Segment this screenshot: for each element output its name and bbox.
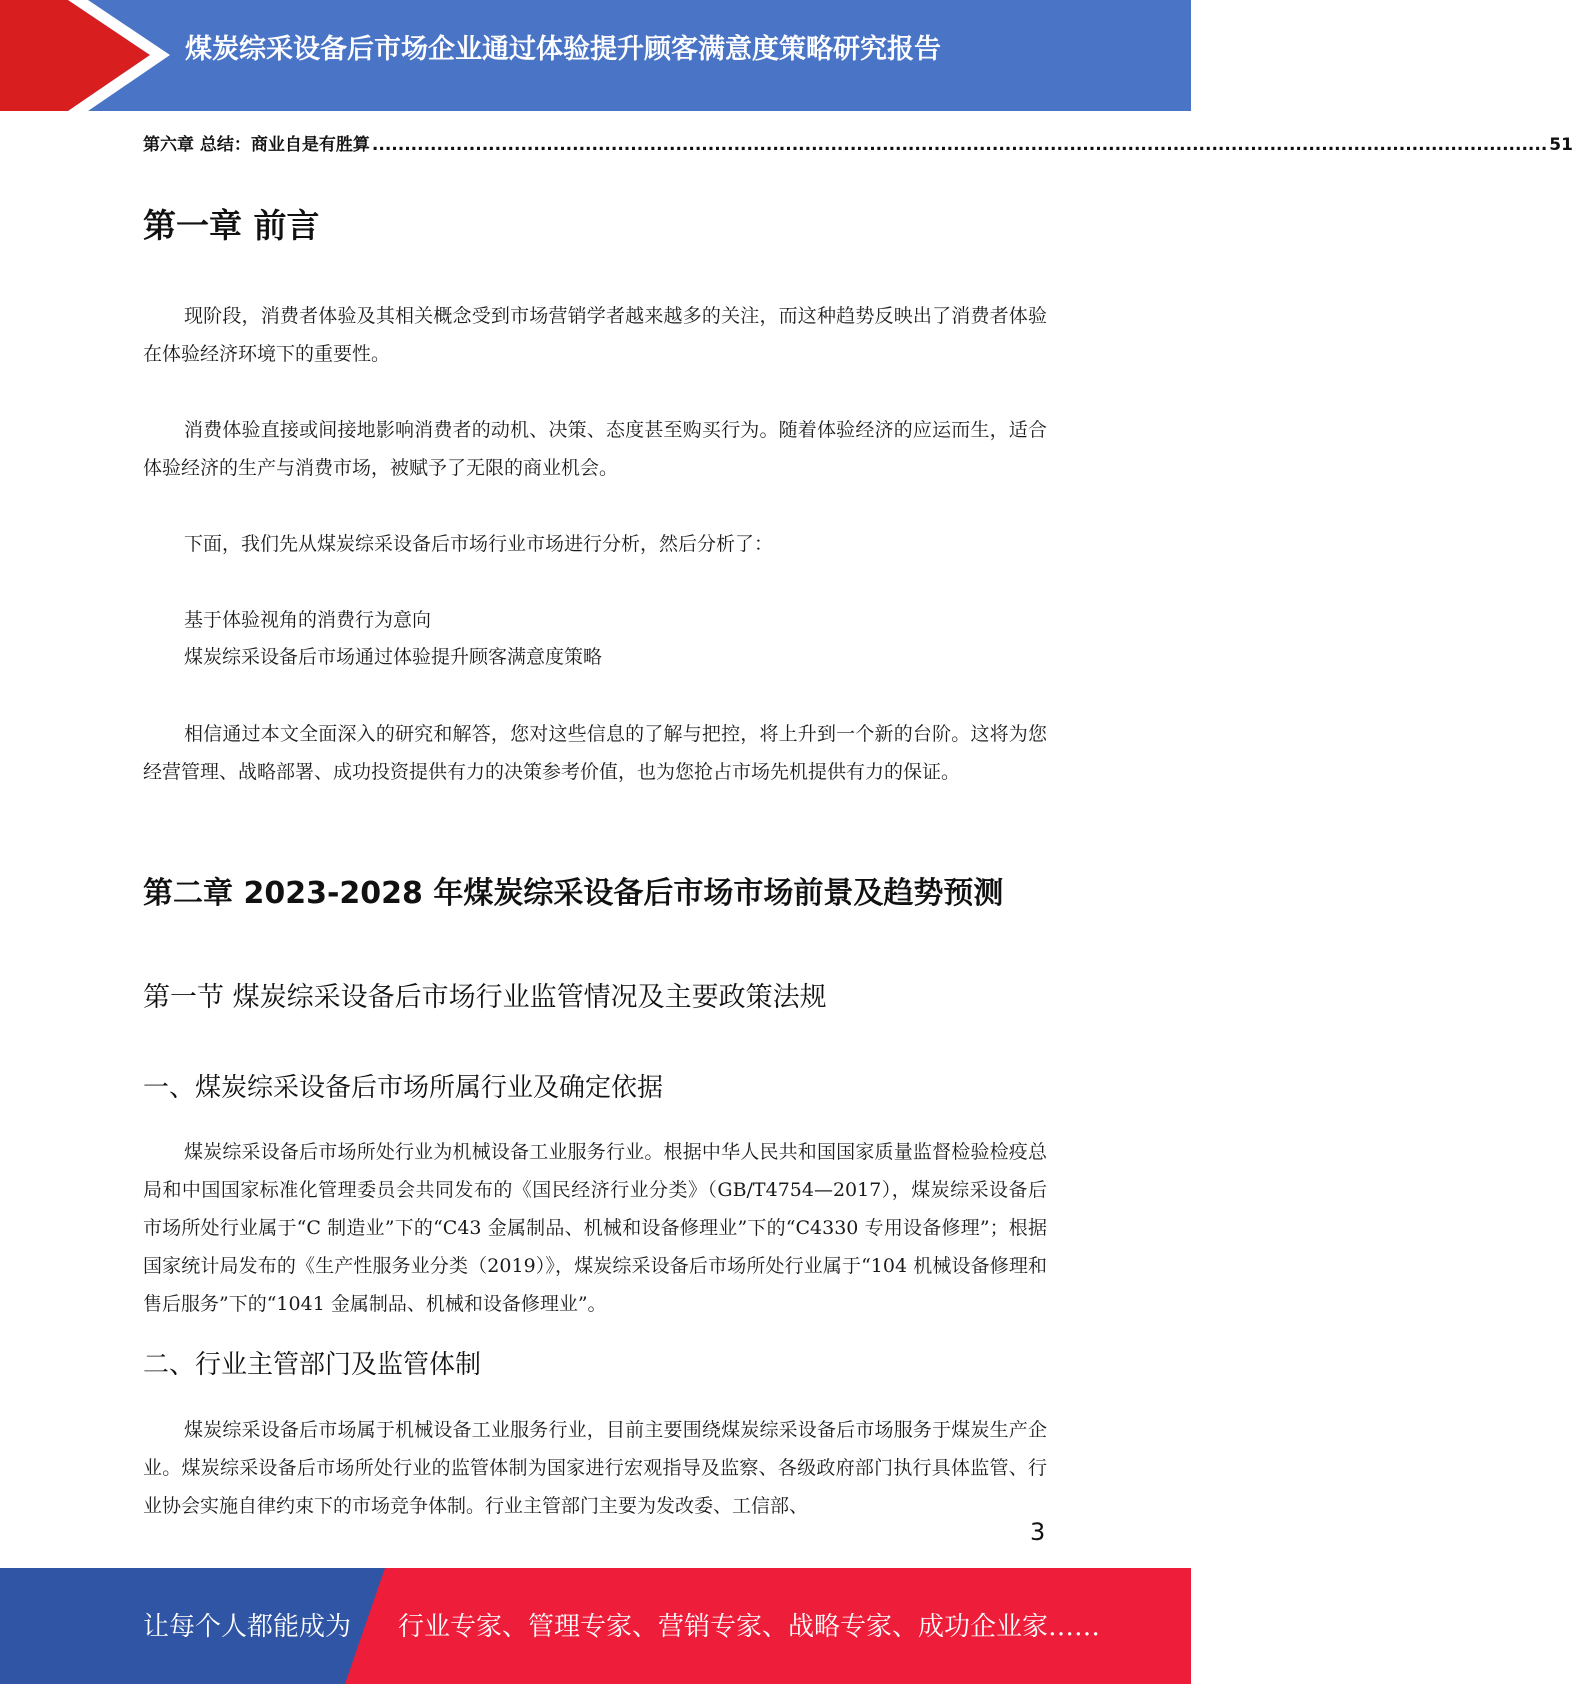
toc-entry[interactable]	[143, 130, 1573, 160]
toc-entry-label: 第六章 总结：商业自是有胜算	[143, 135, 370, 155]
report-title: 煤炭综采设备后市场企业通过体验提升顾客满意度策略研究报告	[185, 34, 941, 65]
footer-slogan-left: 让每个人都能成为	[143, 1612, 352, 1642]
subsection-heading: 二、行业主管部门及监管体制	[143, 1350, 482, 1380]
page-number: 3	[1030, 1518, 1046, 1546]
footer-slogan-right: 行业专家、管理专家、营销专家、战略专家、成功企业家……	[398, 1612, 1101, 1642]
subsection-heading: 一、煤炭综采设备后市场所属行业及确定依据	[143, 1073, 664, 1103]
chapter1-heading: 第一章 前言	[143, 206, 320, 245]
section-heading: 第一节 煤炭综采设备后市场行业监管情况及主要政策法规	[143, 982, 827, 1013]
paragraph: 现阶段，消费者体验及其相关概念受到市场营销学者越来越多的关注，而这种趋势反映出了消费者体验在体验经济环境下的重要性。	[143, 305, 1047, 365]
list-item: 煤炭综采设备后市场通过体验提升顾客满意度策略	[184, 646, 603, 668]
paragraph: 消费体验直接或间接地影响消费者的动机、决策、态度甚至购买行为。随着体验经济的应运而生，适合体验经济的生产与消费市场，被赋予了无限的商业机会。	[143, 419, 1047, 479]
chapter2-heading: 第二章 2023-2028 年煤炭综采设备后市场市场前景及趋势预测	[143, 876, 1004, 911]
list-item: 基于体验视角的消费行为意向	[184, 609, 432, 631]
footer-band	[0, 1568, 1191, 1684]
header-band	[0, 0, 1191, 111]
toc-leader-dots: ......................................................................................................................................................................................	[371, 135, 1548, 155]
paragraph: 煤炭综采设备后市场所处行业为机械设备工业服务行业。根据中华人民共和国国家质量监督检验检疫总局和中国国家标准化管理委员会共同发布的《国民经济行业分类》（GB/T4754—2017），煤炭综采设备后市场所处行业属于“C 制造业”下的“C43 金属制品、机械和设备修理业”下的“C4330 专用设备修理”；根据国家统计局发布的《生产性服务业分类（2019）》，煤炭综采设备后市场所处行业属于“104 机械设备修理和售后服务”下的“1041 金属制品、机械和设备修理业”。	[143, 1141, 1047, 1315]
paragraph: 相信通过本文全面深入的研究和解答，您对这些信息的了解与把控，将上升到一个新的台阶。这将为您经营管理、战略部署、成功投资提供有力的决策参考价值，也为您抢占市场先机提供有力的保证。	[143, 723, 1047, 783]
toc-page-number: 51	[1549, 135, 1573, 155]
paragraph: 煤炭综采设备后市场属于机械设备工业服务行业，目前主要围绕煤炭综采设备后市场服务于煤炭生产企业。煤炭综采设备后市场所处行业的监管体制为国家进行宏观指导及监察、各级政府部门执行具体监管、行业协会实施自律约束下的市场竞争体制。行业主管部门主要为发改委、工信部、	[143, 1419, 1047, 1517]
paragraph: 下面，我们先从煤炭综采设备后市场行业市场进行分析，然后分析了：	[184, 533, 774, 555]
